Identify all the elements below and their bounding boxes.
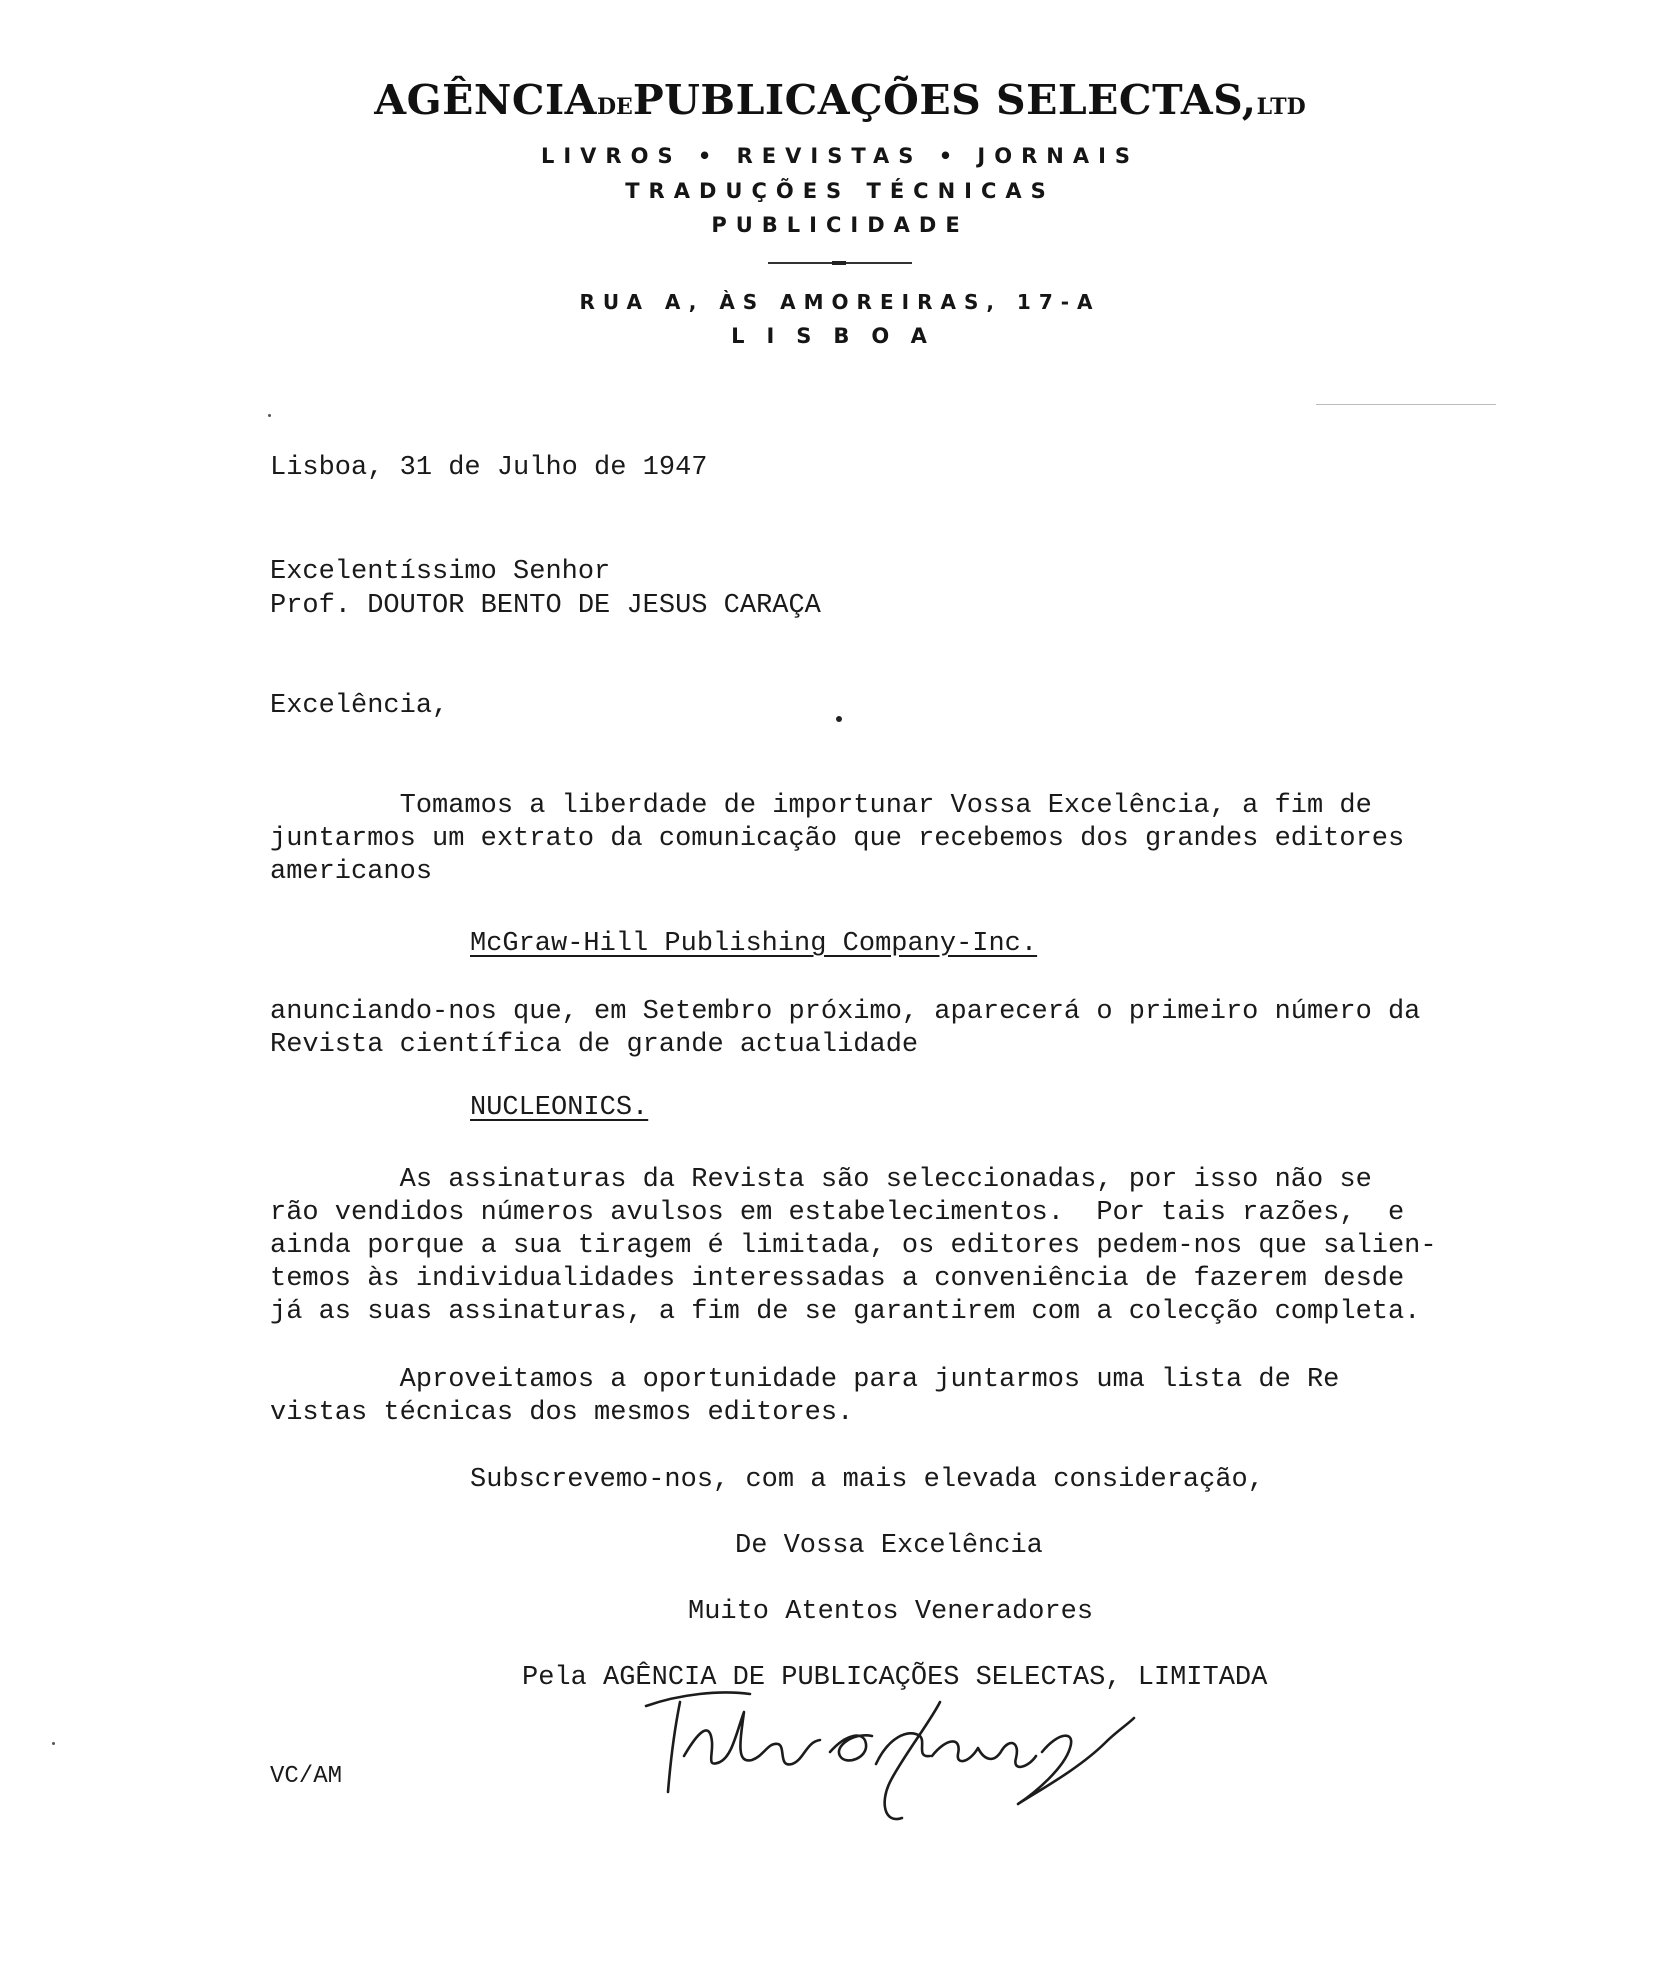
paragraph-1-line-3: americanos bbox=[270, 857, 433, 887]
letterhead-advertising: PUBLICIDADE bbox=[711, 213, 969, 237]
paragraph-3-line-4: temos às individualidades interessadas a conveniência de fazerem desde bbox=[270, 1264, 1405, 1294]
scan-speck bbox=[1316, 404, 1496, 405]
paragraph-1-line-2: juntarmos um extrato da comunicação que recebemos dos grandes editores bbox=[270, 824, 1405, 854]
paragraph-3-line-2: rão vendidos números avulsos em estabelecimentos. Por tais razões, e bbox=[270, 1198, 1405, 1228]
signatory-line: Pela AGÊNCIA DE PUBLICAÇÕES SELECTAS, LIMITADA bbox=[522, 1663, 1268, 1693]
closing-vossa: De Vossa Excelência bbox=[735, 1531, 1043, 1561]
letterhead-translations: TRADUÇÕES TÉCNICAS bbox=[625, 179, 1055, 203]
paragraph-1-line-1: Tomamos a liberdade de importunar Vossa Excelência, a fim de bbox=[270, 791, 1372, 821]
letter-date: Lisboa, 31 de Julho de 1947 bbox=[270, 453, 708, 483]
scan-speck bbox=[836, 716, 842, 722]
paragraph-3-line-1: As assinaturas da Revista são seleccionadas, por isso não se bbox=[270, 1165, 1372, 1195]
paragraph-4-line-2: vistas técnicas dos mesmos editores. bbox=[270, 1398, 854, 1428]
paragraph-3-line-3: ainda porque a sua tiragem é limitada, os editores pedem-nos que salien- bbox=[270, 1231, 1437, 1261]
scan-speck bbox=[268, 414, 271, 417]
recipient-title: Excelentíssimo Senhor bbox=[270, 557, 611, 587]
salutation: Excelência, bbox=[270, 691, 449, 721]
magazine-title: NUCLEONICS. bbox=[470, 1093, 649, 1123]
company-name-agencia: AGÊNCIA bbox=[374, 76, 597, 124]
paragraph-4-line-1: Aproveitamos a oportunidade para juntarmos uma lista de Re bbox=[270, 1365, 1340, 1395]
paragraph-2-line-1: anunciando-nos que, em Setembro próximo, aparecerá o primeiro número da bbox=[270, 997, 1421, 1027]
recipient-name: Prof. DOUTOR BENTO DE JESUS CARAÇA bbox=[270, 591, 821, 621]
company-name-rest: PUBLICAÇÕES SELECTAS, bbox=[632, 76, 1257, 124]
company-name-de: DE bbox=[596, 94, 633, 120]
letterhead-address: RUA A, ÀS AMOREIRAS, 17-A bbox=[579, 290, 1101, 314]
company-name-suffix: LTD bbox=[1256, 94, 1306, 120]
letterhead-city: LISBOA bbox=[731, 324, 949, 348]
paragraph-2-line-2: Revista científica de grande actualidade bbox=[270, 1030, 919, 1060]
paragraph-3-line-5: já as suas assinaturas, a fim de se garantirem com a colecção completa. bbox=[270, 1297, 1421, 1327]
letterhead-company-name bbox=[0, 76, 1680, 124]
scan-speck bbox=[52, 1742, 55, 1745]
publisher-name: McGraw-Hill Publishing Company-Inc. bbox=[470, 929, 1038, 959]
handwritten-signature bbox=[640, 1672, 1160, 1842]
closing-veneradores: Muito Atentos Veneradores bbox=[688, 1597, 1094, 1627]
letterhead-services: LIVROS • REVISTAS • JORNAIS bbox=[540, 144, 1140, 168]
typist-initials: VC/AM bbox=[270, 1763, 343, 1790]
closing-line: Subscrevemo-nos, com a mais elevada consideração, bbox=[470, 1465, 1264, 1495]
letterhead-divider bbox=[768, 262, 912, 264]
